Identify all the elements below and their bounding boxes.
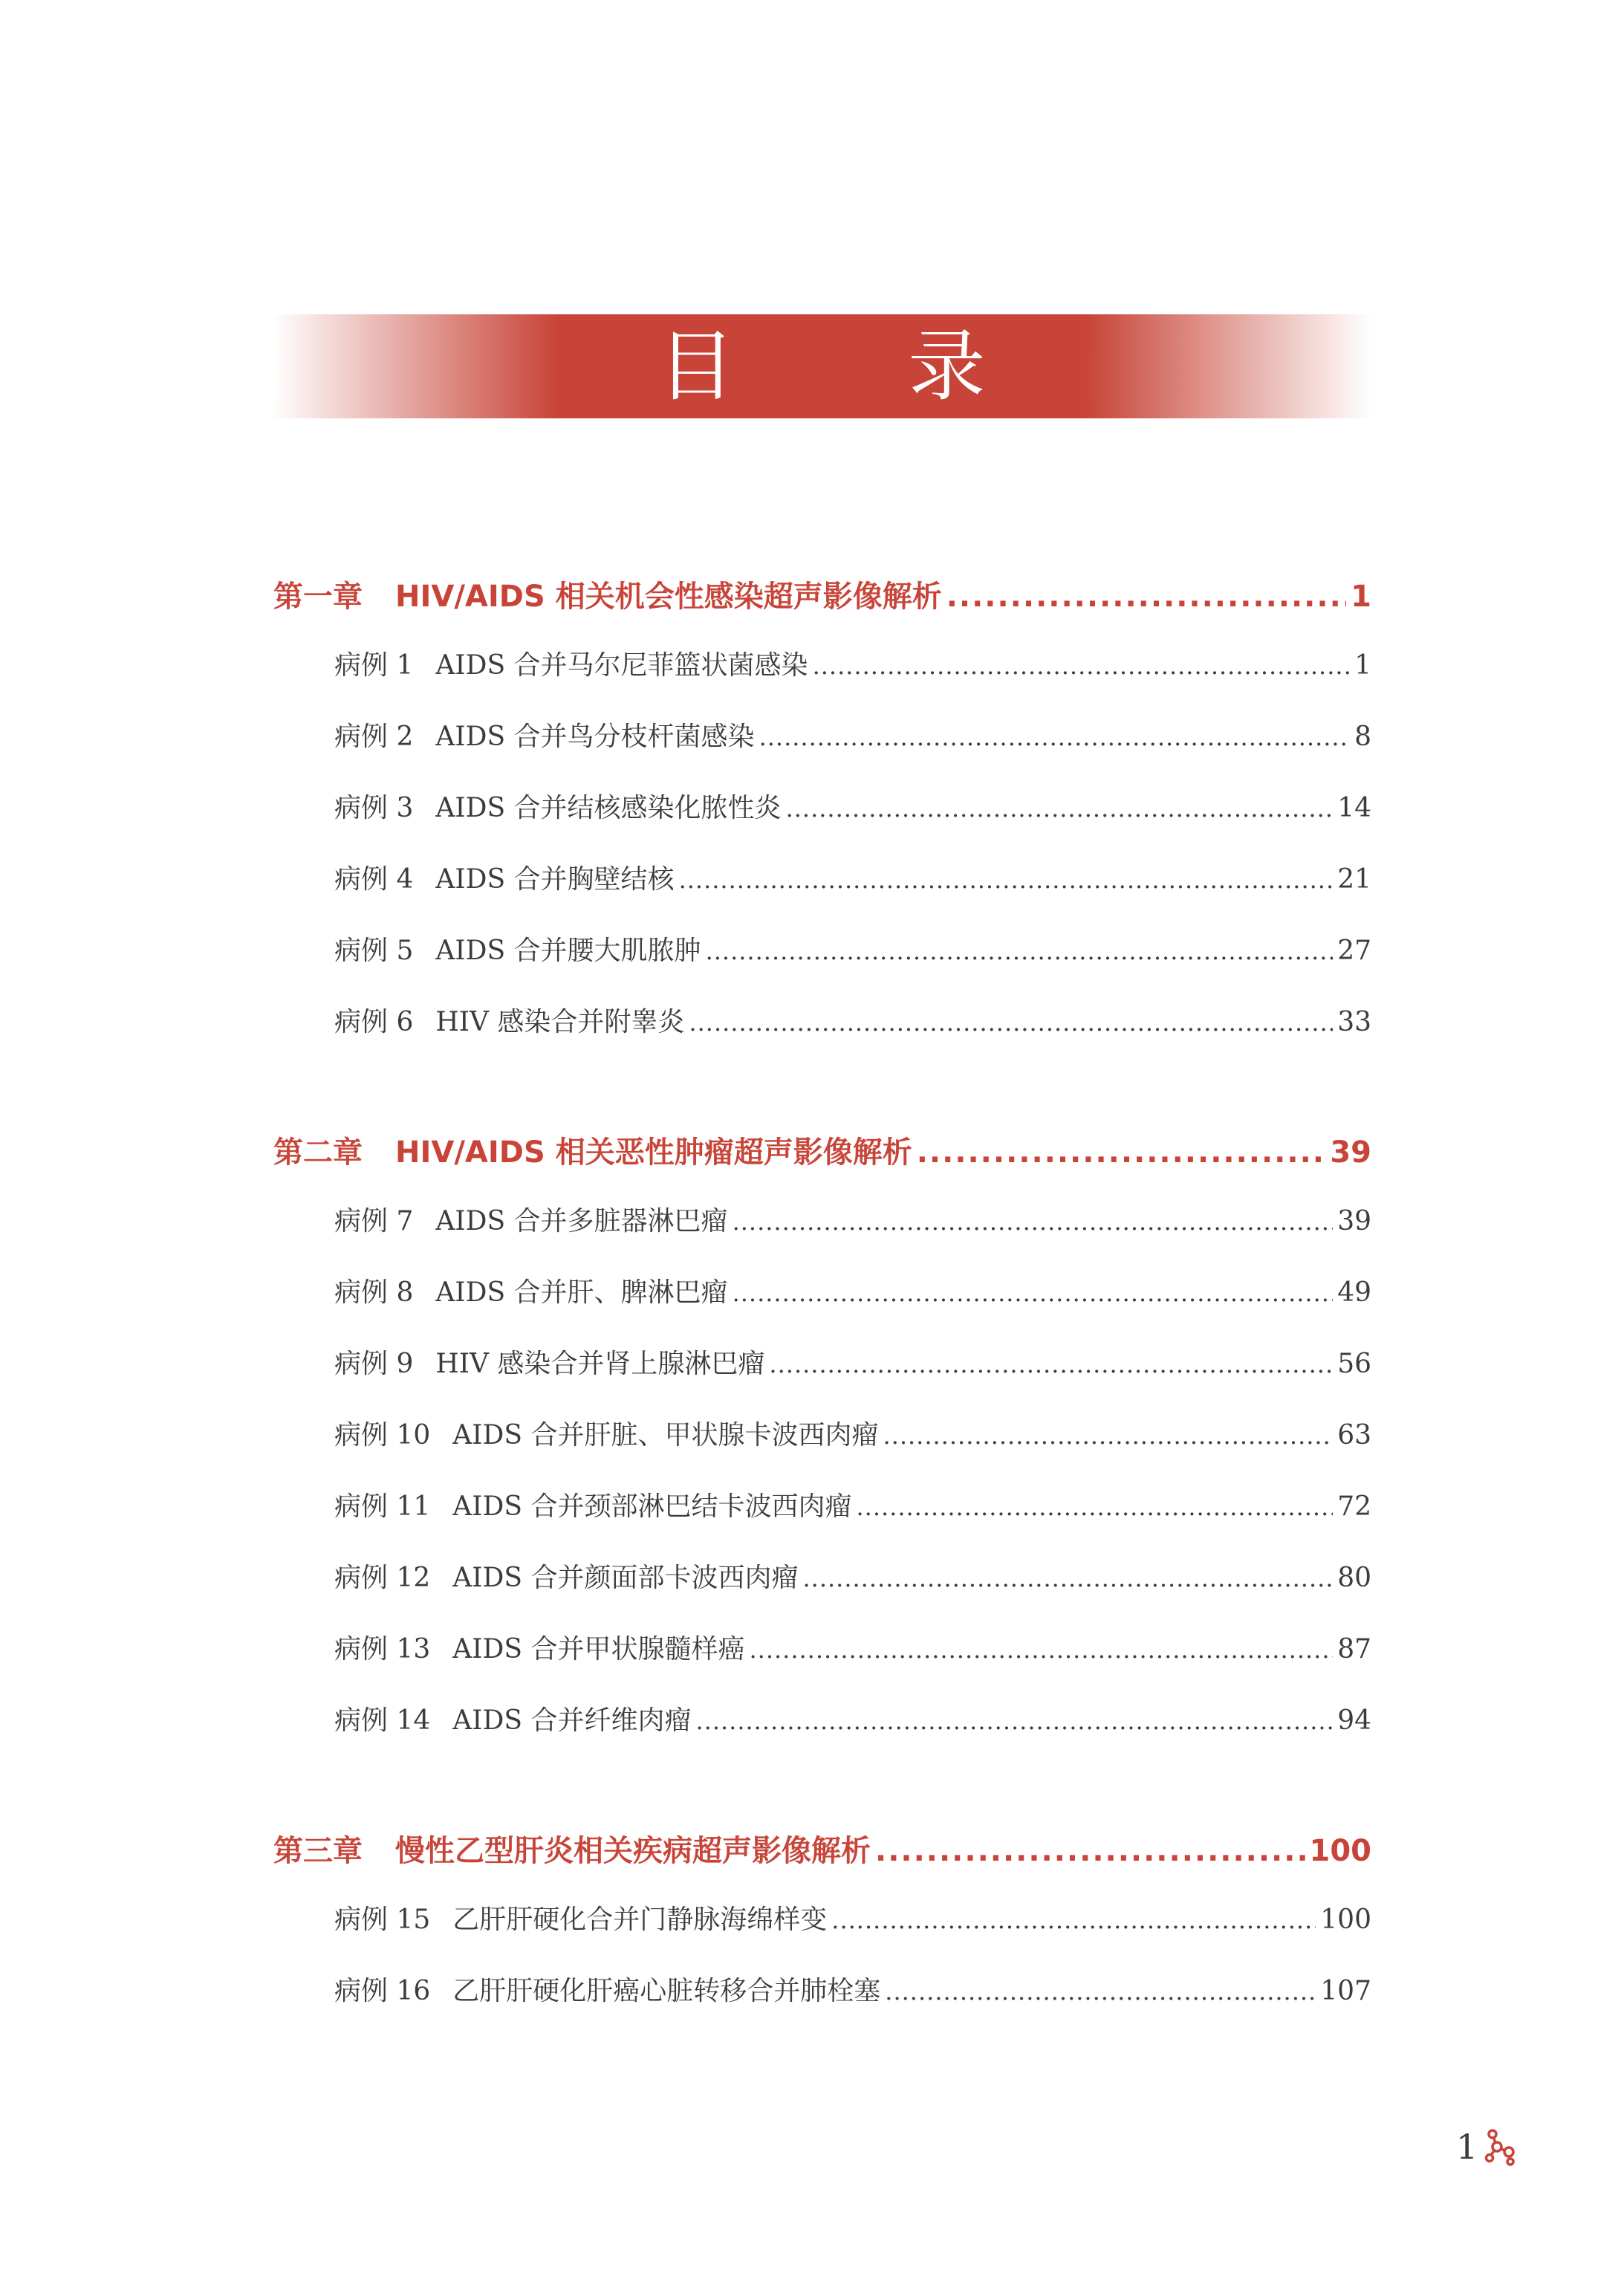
case-number: 病例 12	[334, 1563, 431, 1593]
molecule-icon	[1484, 2127, 1518, 2166]
case-entry[interactable]	[273, 1956, 1371, 2027]
chapter-entry[interactable]	[273, 563, 1371, 630]
case-page-number: 100	[1320, 1905, 1371, 1935]
dot-leader	[875, 1818, 1305, 1884]
case-entry[interactable]	[273, 1186, 1371, 1257]
case-title: AIDS 合并颈部淋巴结卡波西肉瘤	[452, 1491, 852, 1522]
dot-leader	[917, 1119, 1326, 1186]
dot-leader	[802, 1543, 1333, 1614]
case-page-number: 80	[1337, 1563, 1371, 1593]
case-title: AIDS 合并甲状腺髓样癌	[452, 1634, 745, 1665]
chapter-page-number: 1	[1351, 580, 1371, 614]
chapter-section	[273, 1119, 1371, 1757]
case-number: 病例 9	[334, 1349, 414, 1379]
case-number: 病例 4	[334, 864, 414, 895]
case-number: 病例 3	[334, 793, 414, 823]
case-page-number: 107	[1320, 1976, 1371, 2006]
dot-leader	[813, 630, 1351, 701]
case-entry[interactable]	[273, 1543, 1371, 1614]
chapter-page-number: 39	[1330, 1135, 1371, 1170]
case-entry[interactable]	[273, 1329, 1371, 1400]
case-page-number: 63	[1337, 1420, 1371, 1450]
case-page-number: 94	[1337, 1705, 1371, 1736]
case-title: AIDS 合并结核感染化脓性炎	[435, 793, 782, 823]
dot-leader	[749, 1614, 1333, 1685]
chapter-title: HIV/AIDS 相关恶性肿瘤超声影像解析	[395, 1135, 912, 1170]
dot-leader	[883, 1400, 1333, 1471]
table-of-contents	[273, 563, 1371, 2088]
case-number: 病例 14	[334, 1705, 431, 1736]
case-page-number: 87	[1337, 1634, 1371, 1665]
dot-leader	[733, 1257, 1334, 1329]
case-title: AIDS 合并腰大肌脓肿	[435, 936, 701, 966]
dot-leader	[695, 1685, 1333, 1757]
dot-leader	[679, 844, 1334, 915]
dot-leader	[946, 563, 1346, 630]
case-entry[interactable]	[273, 1614, 1371, 1685]
case-title: AIDS 合并肝、脾淋巴瘤	[435, 1277, 728, 1308]
chapter-page-number: 100	[1309, 1834, 1371, 1868]
case-entry[interactable]	[273, 701, 1371, 773]
chapter-number: 第三章	[273, 1834, 363, 1868]
case-page-number: 39	[1337, 1206, 1371, 1236]
case-page-number: 49	[1337, 1277, 1371, 1308]
case-page-number: 33	[1337, 1007, 1371, 1037]
dot-leader	[786, 773, 1334, 844]
case-title: AIDS 合并颜面部卡波西肉瘤	[452, 1563, 799, 1593]
case-page-number: 56	[1337, 1349, 1371, 1379]
chapter-number: 第一章	[273, 580, 363, 614]
case-entry[interactable]	[273, 844, 1371, 915]
case-number: 病例 5	[334, 936, 414, 966]
case-page-number: 1	[1354, 650, 1371, 681]
case-title: AIDS 合并鸟分枝杆菌感染	[435, 722, 755, 752]
case-entry[interactable]	[273, 1257, 1371, 1329]
dot-leader	[706, 915, 1334, 987]
dot-leader	[759, 701, 1351, 773]
chapter-number: 第二章	[273, 1135, 363, 1170]
chapter-entry[interactable]	[273, 1119, 1371, 1186]
case-title: AIDS 合并马尔尼菲篮状菌感染	[435, 650, 808, 681]
case-number: 病例 7	[334, 1206, 414, 1236]
case-page-number: 8	[1354, 722, 1371, 752]
case-entry[interactable]	[273, 1400, 1371, 1471]
case-number: 病例 15	[334, 1905, 431, 1935]
chapter-entry[interactable]	[273, 1818, 1371, 1884]
page-footer	[1456, 2127, 1518, 2167]
dot-leader	[769, 1329, 1333, 1400]
case-number: 病例 8	[334, 1277, 414, 1308]
case-entry[interactable]	[273, 630, 1371, 701]
dot-leader	[856, 1471, 1333, 1543]
case-number: 病例 1	[334, 650, 414, 681]
case-title: 乙肝肝硬化合并门静脉海绵样变	[452, 1905, 828, 1935]
chapter-title: HIV/AIDS 相关机会性感染超声影像解析	[395, 580, 942, 614]
case-number: 病例 11	[334, 1491, 431, 1522]
case-page-number: 14	[1337, 793, 1371, 823]
case-entry[interactable]	[273, 1471, 1371, 1543]
case-number: 病例 13	[334, 1634, 431, 1665]
toc-title-banner	[272, 314, 1371, 418]
chapter-section	[273, 1818, 1371, 2027]
case-page-number: 27	[1337, 936, 1371, 966]
case-page-number: 72	[1337, 1491, 1371, 1522]
case-title: AIDS 合并肝脏、甲状腺卡波西肉瘤	[452, 1420, 879, 1450]
case-number: 病例 16	[334, 1976, 431, 2006]
chapter-section	[273, 563, 1371, 1058]
case-number: 病例 2	[334, 722, 414, 752]
case-title: HIV 感染合并肾上腺淋巴瘤	[435, 1349, 765, 1379]
case-entry[interactable]	[273, 1685, 1371, 1757]
dot-leader	[733, 1186, 1334, 1257]
dot-leader	[689, 987, 1333, 1058]
case-title: AIDS 合并胸壁结核	[435, 864, 675, 895]
dot-leader	[885, 1956, 1316, 2027]
case-number: 病例 10	[334, 1420, 431, 1450]
case-title: AIDS 合并纤维肉瘤	[452, 1705, 692, 1736]
dot-leader	[831, 1884, 1316, 1956]
chapter-title: 慢性乙型肝炎相关疾病超声影像解析	[395, 1834, 871, 1868]
case-title: HIV 感染合并附睾炎	[435, 1007, 685, 1037]
case-page-number: 21	[1337, 864, 1371, 895]
case-title: 乙肝肝硬化肝癌心脏转移合并肺栓塞	[452, 1976, 881, 2006]
case-entry[interactable]	[273, 915, 1371, 987]
case-entry[interactable]	[273, 773, 1371, 844]
case-entry[interactable]	[273, 1884, 1371, 1956]
case-entry[interactable]	[273, 987, 1371, 1058]
case-number: 病例 6	[334, 1007, 414, 1037]
page-number: 1	[1456, 2127, 1478, 2167]
case-title: AIDS 合并多脏器淋巴瘤	[435, 1206, 728, 1236]
page-title: 目 录	[657, 321, 1060, 412]
